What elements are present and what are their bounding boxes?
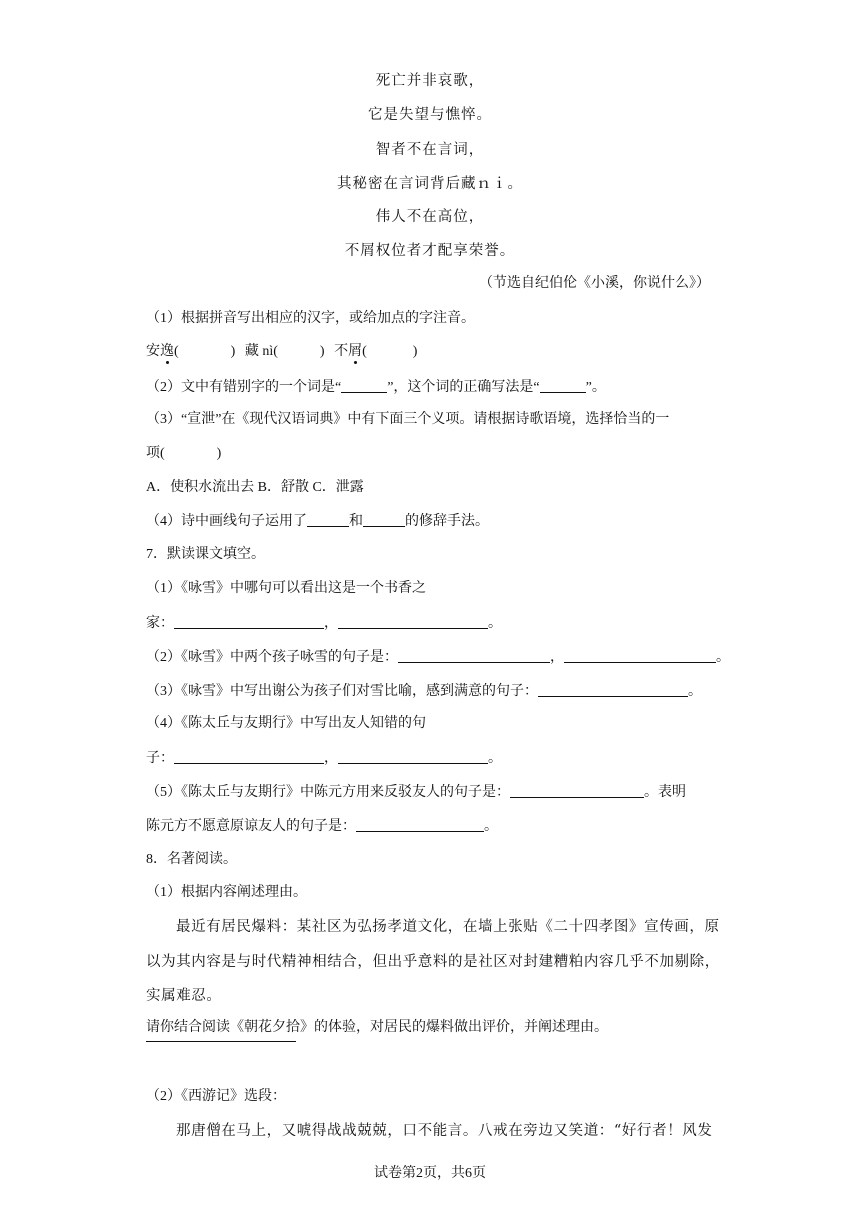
- q4-text-a: （4）诗中画线句子运用了: [146, 514, 307, 529]
- comma: ，: [324, 751, 338, 766]
- q1-item1-close: ): [230, 344, 236, 359]
- s7-p1-line-1: （1）《咏雪》中哪句可以看出这是一个书香之: [146, 581, 426, 596]
- period: 。: [488, 616, 502, 631]
- s7-p5-text-a: （5）《陈太丘与友期行》中陈元方用来反驳友人的句子是：: [146, 785, 510, 800]
- poem-source: （节选自纪伯伦《小溪，你说什么》）: [479, 276, 710, 291]
- q3-line-2: [146, 447, 221, 461]
- q1-item1-prefix: 安: [146, 344, 160, 359]
- s7-p5-text-c: 陈元方不愿意原谅友人的句子是：: [146, 819, 356, 834]
- q1-items: [146, 345, 417, 359]
- q2-text-a: （2）文中有错别字的一个词是“: [146, 380, 342, 395]
- q2-text-b: ”，这个词的正确写法是“: [387, 380, 540, 395]
- s7-p3-text: （3）《咏雪》中写出谢公为孩子们对雪比喻，感到满意的句子：: [146, 684, 538, 699]
- s8-passage-line-2: 以为其内容是与时代精神相结合，但出乎意料的是社区对封建糟粕内容几乎不加剔除，: [146, 954, 720, 970]
- s7-p2: [146, 650, 730, 665]
- s7-p1-blank-2[interactable]: [338, 616, 488, 629]
- section-7-title: 7．默读课文填空。: [146, 547, 265, 562]
- s8-answer-line[interactable]: [146, 1041, 296, 1042]
- s7-p3: [146, 684, 702, 699]
- q1-item3-prefix: 不: [334, 344, 349, 359]
- comma: ，: [324, 616, 338, 631]
- q4-blank-1[interactable]: [307, 514, 349, 527]
- q1-item3-close: ): [412, 344, 418, 359]
- q4-text-b: 和: [349, 514, 363, 529]
- s8-prompt: 请你结合阅读《朝花夕拾》的体验，对居民的爆料做出评价，并阐述理由。: [146, 1020, 608, 1035]
- s7-p5-text-b: 。表明: [644, 785, 686, 800]
- s7-p4-blank-2[interactable]: [338, 751, 488, 764]
- s7-p1-blank-1[interactable]: [174, 616, 324, 629]
- q3-line-2-close: ): [216, 446, 222, 461]
- s7-p2-blank-1[interactable]: [398, 650, 550, 663]
- period: 。: [716, 650, 730, 665]
- s7-p4-line-2: [146, 751, 502, 766]
- section-8-title: 8．名著阅读。: [146, 852, 237, 867]
- q1-label: （1）根据拼音写出相应的汉字，或给加点的字注音。: [146, 311, 475, 326]
- q2-blank-2[interactable]: [540, 380, 586, 393]
- period: 。: [484, 819, 498, 834]
- s8-passage-line-1: 最近有居民爆料：某社区为弘扬孝道文化，在墙上张贴《二十四孝图》宣传画，原: [176, 919, 720, 935]
- q1-item3-open: (: [362, 344, 367, 359]
- s7-p4-line-1: （4）《陈太丘与友期行》中写出友人知错的句: [146, 716, 426, 731]
- s7-p4-prefix: 子：: [146, 751, 174, 766]
- q3-line-2-open: 项(: [146, 446, 165, 461]
- q2-blank-1[interactable]: [341, 380, 387, 393]
- s7-p3-blank[interactable]: [538, 684, 688, 697]
- poem-line-5: 伟人不在高位，: [375, 209, 485, 225]
- s7-p4-blank-1[interactable]: [174, 751, 324, 764]
- s7-p5-blank-2[interactable]: [356, 819, 484, 832]
- poem-line-6: 不屑权位者才配享荣誉。: [344, 243, 516, 259]
- q1-item1-open: (: [174, 344, 179, 359]
- s7-p1-prefix: 家：: [146, 616, 174, 631]
- s7-p1-line-2: [146, 616, 502, 631]
- q1-item2: 藏 nì(: [244, 344, 278, 359]
- s7-p2-text: （2）《咏雪》中两个孩子咏雪的句子是：: [146, 650, 398, 665]
- q4: [146, 514, 489, 529]
- s7-p2-blank-2[interactable]: [564, 650, 716, 663]
- q3-options: A．使积水流出去 B．舒散 C．泄露: [146, 480, 364, 495]
- poem-line-4: 其秘密在言词背后藏ｎｉ。: [337, 176, 523, 192]
- s7-p5-line-1: [146, 785, 686, 800]
- poem-line-3: 智者不在言词，: [375, 142, 485, 158]
- s8-passage-line-3: 实属难忍。: [146, 988, 222, 1004]
- comma: ，: [550, 650, 564, 665]
- q2-text-c: ”。: [585, 380, 606, 395]
- poem-line-1: 死亡并非哀歌，: [375, 73, 485, 89]
- poem-line-2: 它是失望与憔悴。: [368, 107, 492, 123]
- q1-item1-dotted-char: 逸: [160, 344, 174, 359]
- s8-passage2-line-1: 那唐僧在马上，又唬得战战兢兢，口不能言。八戒在旁边又笑道：“好行者！风发: [176, 1123, 713, 1139]
- s8-p2: （2）《西游记》选段：: [146, 1089, 286, 1104]
- period: 。: [488, 751, 502, 766]
- period: 。: [688, 684, 702, 699]
- page-footer: 试卷第2页，共6页: [374, 1166, 486, 1181]
- q1-item2-close: ): [319, 344, 325, 359]
- q2: [146, 380, 606, 395]
- q1-item3-dotted-char: 屑: [348, 344, 363, 359]
- q3-line-1: （3）“宣泄”在《现代汉语词典》中有下面三个义项。请根据诗歌语境，选择恰当的一: [146, 412, 670, 427]
- s7-p5-line-2: [146, 819, 498, 834]
- q4-text-c: 的修辞手法。: [405, 514, 489, 529]
- q4-blank-2[interactable]: [363, 514, 405, 527]
- s8-p1: （1）根据内容阐述理由。: [146, 885, 307, 900]
- s7-p5-blank-1[interactable]: [510, 785, 644, 798]
